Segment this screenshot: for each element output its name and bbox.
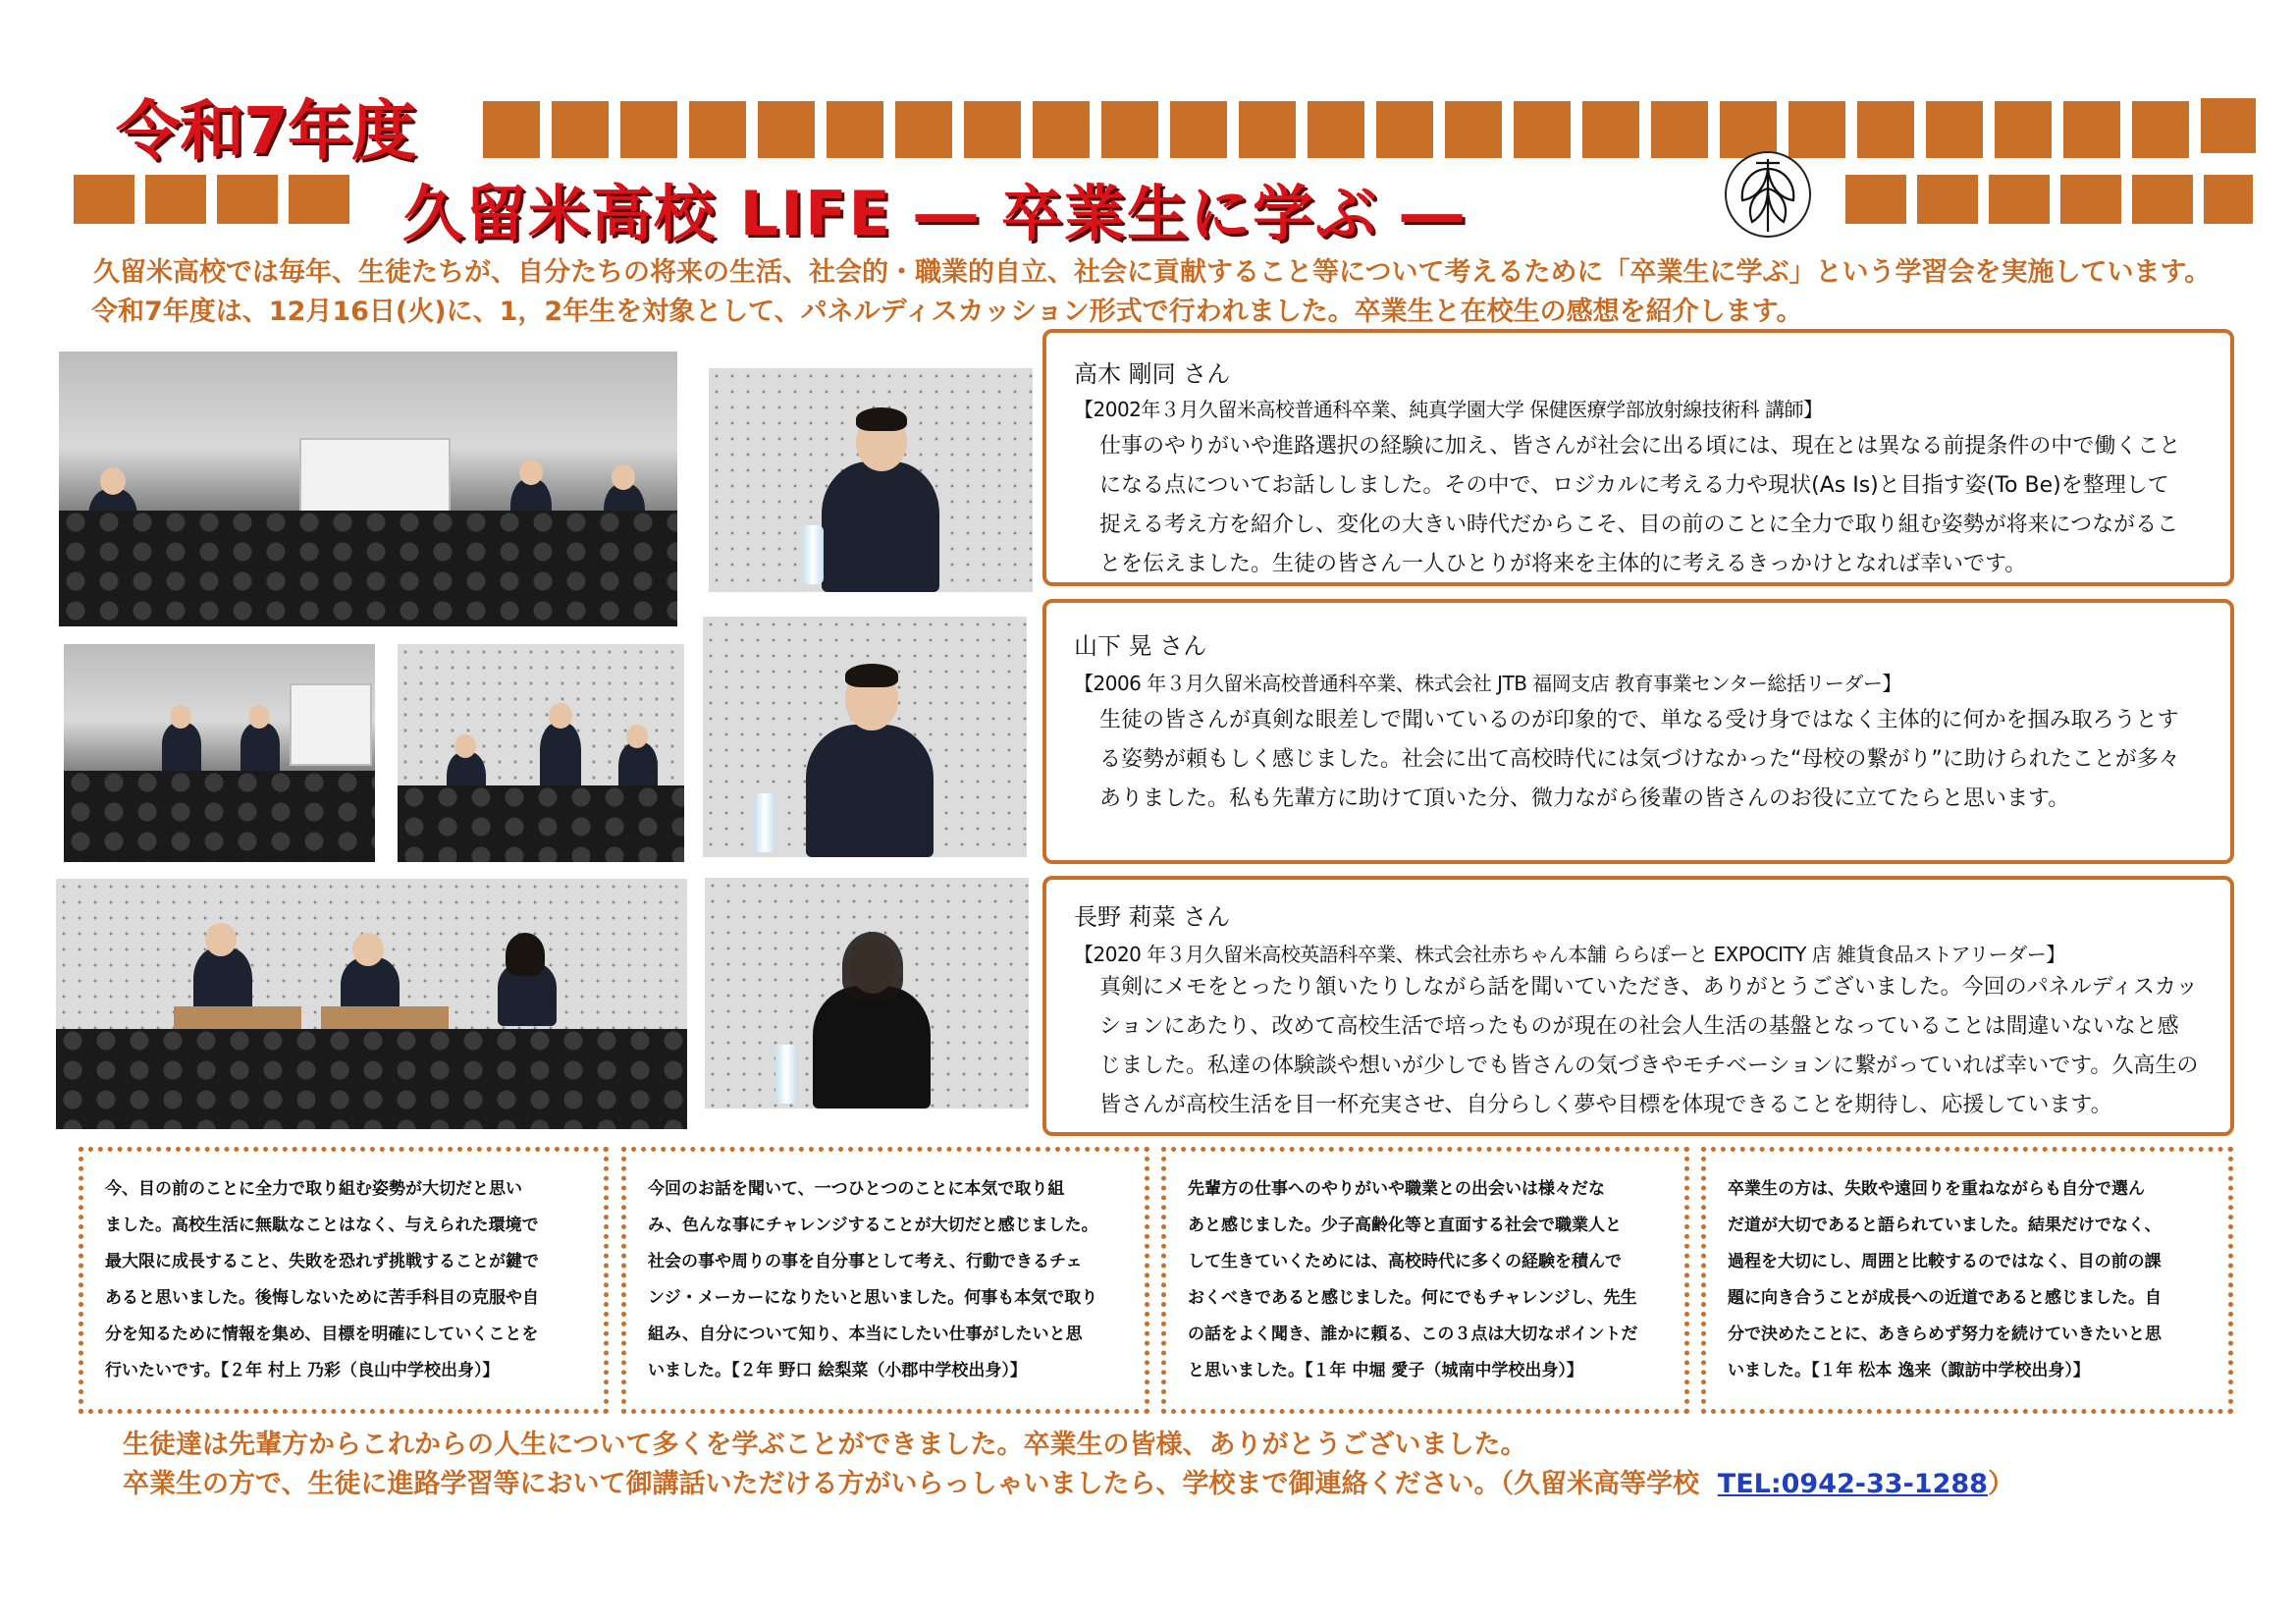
intro-line-1: 久留米高校では毎年、生徒たちが、自分たちの将来の生活、社会的・職業的自立、社会に貢献すること等について考えるために「卒業生に学ぶ」という学習会を実施しています。 bbox=[93, 257, 2212, 288]
speaker-message: 仕事のやりがいや進路選択の経験に加え、皆さんが社会に出る頃には、現在とは異なる前提条件の中で働くこと になる点についてお話ししました。その中で、ロジカルに考える力や現状(As Is)と目指す姿(To Be)を整理して 捉える考え方を紹介し、変化の大きい時代だからこそ、目の前のことに全力で取り組む姿勢が将来につながるこ とを伝えました。生徒の皆さん一人ひとりが将来を主体的に考えるきっかけとなれば幸いです。 bbox=[1099, 434, 2181, 576]
era-title: 令和7年度 bbox=[116, 93, 415, 169]
comment-text: 今回のお話を聞いて、一つひとつのことに本気で取り組 み、色んな事にチャレンジすることが大切だと感じました。 社会の事や周りの事を自分事として考え、行動できるチェ ンジ・メーカーになりたいと思いました。何事も本気で取り 組み、自分について知り、本当にしたい仕事がしたいと思 いました。【２年 野口 絵梨菜（小郡中学校出身）】 bbox=[648, 1179, 1098, 1380]
speaker-box-takagi bbox=[1042, 329, 2234, 586]
speaker-photo-nagano bbox=[705, 878, 1029, 1109]
comment-text: 先輩方の仕事へのやりがいや職業との出会いは様々だな あと感じました。少子高齢化等と直面する社会で職業人と して生きていくためには、高校時代に多くの経験を積んで おくべきであると感じました。何にでもチャレンジし、先生 の話をよく聞き、誰かに頼る、この３点は大切なポイントだ と思いました。【１年 中堀 愛子（城南中学校出身）】 bbox=[1188, 1179, 1638, 1380]
comment-text: 今、目の前のことに全力で取り組む姿勢が大切だと思い ました。高校生活に無駄なことはなく、与えられた環境で 最大限に成長すること、失敗を恐れず挑戦することが鍵で あると思いました。後悔しないために苦手科目の克服や自 分を知るために情報を集め、目標を明確にしていくことを 行いたいです。【２年 村上 乃彩（良山中学校出身）】 bbox=[105, 1179, 539, 1380]
speaker-box-yamashita bbox=[1042, 599, 2234, 864]
student-comment-3 bbox=[1161, 1147, 1689, 1414]
speaker-photo-yamashita bbox=[703, 617, 1027, 857]
intro-line-2: 令和7年度は、12月16日(火)に、1，2年生を対象として、パネルディスカッション形式で行われました。卒業生と在校生の感想を紹介します。 bbox=[91, 297, 1803, 327]
student-comment-1 bbox=[79, 1147, 609, 1414]
speaker-name: 高木 剛同 さん bbox=[1074, 360, 1231, 388]
panel-photo-wide-bottom bbox=[56, 879, 687, 1129]
speaker-name: 山下 晃 さん bbox=[1074, 632, 1207, 660]
panel-photo-left-small bbox=[64, 644, 375, 862]
main-title: 久留米高校 LIFE ― 卒業生に学ぶ ― bbox=[402, 178, 1465, 249]
speaker-message: 生徒の皆さんが真剣な眼差しで聞いているのが印象的で、単なる受け身ではなく主体的に何かを掴み取ろうとす る姿勢が頼もしく感じました。社会に出て高校時代には気づけなかった“母校の繋がり”に助けられたことが多々 ありました。私も先輩方に助けて頂いた分、微力ながら後輩の皆さんのお役に立てたらと思います。 bbox=[1099, 708, 2180, 811]
speaker-photo-takagi bbox=[709, 368, 1033, 592]
footer-line-2: 卒業生の方で、生徒に進路学習等において御講話いただける方がいらっしゃいましたら、学校まで御連絡ください。（久留米高等学校 TEL:0942-33-1288） bbox=[123, 1469, 2014, 1499]
speaker-box-nagano bbox=[1042, 876, 2234, 1136]
speaker-name: 長野 莉菜 さん bbox=[1074, 903, 1231, 931]
student-comment-4 bbox=[1701, 1147, 2233, 1414]
intro-text bbox=[93, 253, 2233, 332]
footer-line-1: 生徒達は先輩方からこれからの人生について多くを学ぶことができました。卒業生の皆様、ありがとうございました。 bbox=[123, 1430, 1527, 1460]
speaker-career: 【2002年３月久留米高校普通科卒業、純真学園大学 保健医療学部放射線技術科 講師】 bbox=[1074, 398, 1823, 421]
speaker-career: 【2020 年３月久留米高校英語科卒業、株式会社赤ちゃん本舗 ららぽーと EXPOCITY 店 雑貨食品ストアリーダー】 bbox=[1074, 943, 2065, 966]
footer-text bbox=[123, 1426, 2014, 1504]
panel-photo-middle-small bbox=[398, 644, 684, 862]
panel-discussion-photo-wide bbox=[59, 352, 677, 626]
student-comment-2 bbox=[621, 1147, 1149, 1414]
speaker-career: 【2006 年３月久留米高校普通科卒業、株式会社 JTB 福岡支店 教育事業センター総括リーダー】 bbox=[1074, 672, 1901, 695]
speaker-message: 真剣にメモをとったり頷いたりしながら話を聞いていただき、ありがとうございました。今回のパネルディスカッ ションにあたり、改めて高校生活で培ったものが現在の社会人生活の基盤となっていることは間違いないなと感 じました。私達の体験談や想いが少しでも皆さんの気づきやモチベーションに繋がっていれば幸いです。久高生の 皆さんが高校生活を目一杯充実させ、自分らしく夢や目標を体現できることを期待し、応援しています。 bbox=[1099, 975, 2199, 1117]
school-crest-icon bbox=[1723, 149, 1813, 240]
comment-text: 卒業生の方は、失敗や遠回りを重ねながらも自分で選ん だ道が大切であると語られていました。結果だけでなく、 過程を大切にし、周囲と比較するのではなく、目の前の課 題に向き合うことが成長への近道であると感じました。自 分で決めたことに、あきらめず努力を続けていきたいと思 いました。【１年 松本 逸来（諏訪中学校出身）】 bbox=[1728, 1179, 2162, 1380]
tel-link[interactable]: TEL:0942-33-1288 bbox=[1717, 1469, 1988, 1499]
